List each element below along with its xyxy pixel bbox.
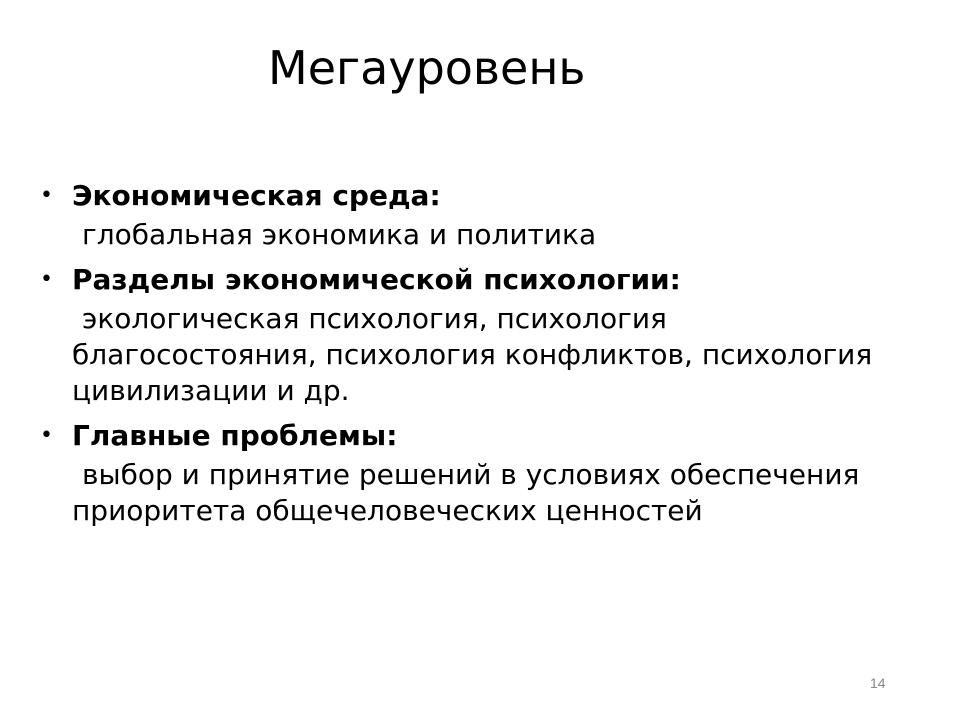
bullet-dot-icon: • xyxy=(40,267,53,292)
bullet-heading: Экономическая среда: xyxy=(72,179,441,212)
bullet-text: глобальная экономика и политика xyxy=(82,218,597,251)
bullet-list xyxy=(40,175,920,535)
bullet-item xyxy=(40,175,920,253)
page-number: 14 xyxy=(870,675,886,691)
bullet-text: выбор и принятие решений в условиях обеспечения приоритета общечеловеческих ценностей xyxy=(72,458,860,527)
bullet-dot-icon: • xyxy=(40,183,53,208)
slide-title: Мегауровень xyxy=(268,41,586,95)
bullet-heading: Главные проблемы: xyxy=(72,419,398,452)
bullet-item xyxy=(40,415,920,529)
bullet-item xyxy=(40,259,920,409)
bullet-dot-icon: • xyxy=(40,423,53,448)
bullet-text: экологическая психология, психология благосостояния, психология конфликтов, психология цивилизации и др. xyxy=(72,302,873,407)
bullet-heading: Разделы экономической психологии: xyxy=(72,263,681,296)
